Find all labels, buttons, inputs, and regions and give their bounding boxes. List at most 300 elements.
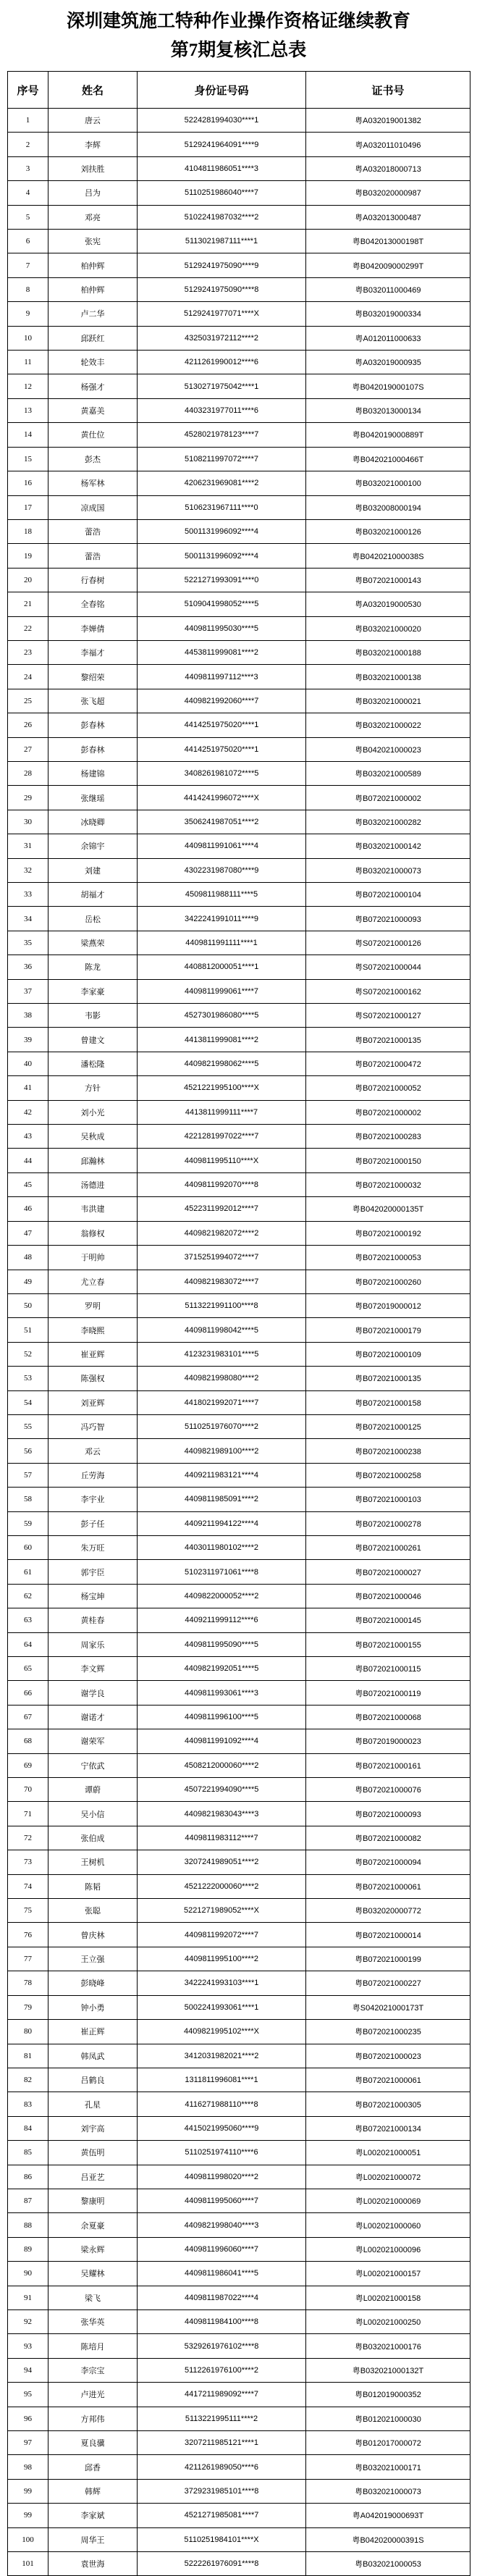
table-row	[8, 1753, 470, 1777]
table-row	[8, 1608, 470, 1632]
name-cell: 于明帅	[48, 1246, 138, 1270]
certificate-number-cell: 粤B072021000068	[306, 1705, 470, 1729]
certificate-number-cell: 粤B072021000238	[306, 1439, 470, 1463]
certificate-number-cell: 粤B072021000082	[306, 1826, 470, 1850]
name-cell: 崔正辉	[48, 2020, 138, 2044]
certificate-number-cell: 粤B072021000115	[306, 1657, 470, 1681]
id-number-cell: 4409821989100****2	[138, 1439, 306, 1463]
table-row	[8, 2213, 470, 2237]
name-cell: 凉成国	[48, 495, 138, 519]
name-cell: 彭杰	[48, 447, 138, 471]
serial-cell: 26	[8, 713, 48, 737]
name-cell: 蕾浩	[48, 544, 138, 568]
name-cell: 彭子任	[48, 1511, 138, 1535]
table-row	[8, 1270, 470, 1293]
name-cell: 王立强	[48, 1947, 138, 1971]
id-number-cell: 4408812000051****1	[138, 955, 306, 979]
table-row	[8, 2141, 470, 2165]
name-cell: 汤德进	[48, 1172, 138, 1196]
id-number-cell: 5001131996092****4	[138, 519, 306, 543]
table-row	[8, 931, 470, 955]
id-number-cell: 4414241996072****X	[138, 786, 306, 810]
serial-cell: 52	[8, 1342, 48, 1366]
table-row	[8, 2237, 470, 2261]
certificate-number-cell: 粤A032019001382	[306, 109, 470, 133]
certificate-number-cell: 粤B072021000027	[306, 1560, 470, 1584]
serial-cell: 48	[8, 1246, 48, 1270]
table-row	[8, 1729, 470, 1753]
serial-cell: 66	[8, 1681, 48, 1705]
name-cell: 彭晓峰	[48, 1971, 138, 1995]
serial-cell: 94	[8, 2358, 48, 2382]
certificate-number-cell: 粤B072021000235	[306, 2020, 470, 2044]
serial-cell: 24	[8, 665, 48, 689]
table-row	[8, 1923, 470, 1947]
serial-cell: 41	[8, 1076, 48, 1100]
id-number-cell: 5108211997072****7	[138, 447, 306, 471]
name-cell: 曾庆林	[48, 1923, 138, 1947]
table-row	[8, 2286, 470, 2309]
serial-cell: 69	[8, 1753, 48, 1777]
certificate-number-cell: 粤B072021000046	[306, 1584, 470, 1608]
table-row	[8, 1681, 470, 1705]
id-number-cell: 4453811999081****2	[138, 640, 306, 664]
table-row	[8, 1802, 470, 1826]
id-number-cell: 5001131996092****4	[138, 544, 306, 568]
table-row	[8, 2068, 470, 2092]
serial-cell: 44	[8, 1149, 48, 1172]
id-number-cell: 5112261976100****2	[138, 2358, 306, 2382]
table-row	[8, 133, 470, 156]
serial-cell: 72	[8, 1826, 48, 1850]
header-row	[8, 72, 470, 109]
id-number-cell: 4409811986041****5	[138, 2262, 306, 2286]
name-cell: 冰晓卿	[48, 810, 138, 834]
name-cell: 李家豪	[48, 979, 138, 1003]
certificate-number-cell: 粤B072021000143	[306, 568, 470, 592]
name-cell: 唐云	[48, 109, 138, 133]
name-cell: 方针	[48, 1076, 138, 1100]
serial-cell: 34	[8, 907, 48, 931]
table-row	[8, 1028, 470, 1052]
name-cell: 吕鹤良	[48, 2068, 138, 2092]
serial-cell: 81	[8, 2044, 48, 2068]
certificate-number-cell: 粤B072021000199	[306, 1947, 470, 1971]
table-row	[8, 858, 470, 882]
table-row	[8, 1826, 470, 1850]
table-row	[8, 2431, 470, 2455]
table-row	[8, 302, 470, 326]
id-number-cell: 4409211999112****6	[138, 1608, 306, 1632]
table-row	[8, 1947, 470, 1971]
table-row	[8, 2044, 470, 2068]
table-row	[8, 1052, 470, 1075]
name-cell: 邓亮	[48, 205, 138, 229]
table-row	[8, 374, 470, 398]
serial-cell: 76	[8, 1923, 48, 1947]
serial-cell: 73	[8, 1850, 48, 1874]
certificate-number-cell: 粤B032021000132T	[306, 2358, 470, 2382]
serial-cell: 53	[8, 1367, 48, 1390]
table-row	[8, 1560, 470, 1584]
id-number-cell: 5113221995111****2	[138, 2407, 306, 2430]
table-row	[8, 1221, 470, 1245]
table-row	[8, 2527, 470, 2551]
id-number-cell: 3422241991011****9	[138, 907, 306, 931]
serial-cell: 35	[8, 931, 48, 955]
certificate-number-cell: 粤B072021000278	[306, 1511, 470, 1535]
table-row	[8, 423, 470, 447]
table-row	[8, 181, 470, 205]
id-number-cell: 5130271975042****1	[138, 374, 306, 398]
table-row	[8, 2309, 470, 2333]
name-cell: 周华王	[48, 2527, 138, 2551]
certificate-number-cell: 粤B072021000093	[306, 907, 470, 931]
id-number-cell: 4521222000060****2	[138, 1874, 306, 1898]
certificate-number-cell: 粤B072021000094	[306, 1850, 470, 1874]
certificate-number-cell: 粤A012011000633	[306, 326, 470, 350]
name-cell: 李宗宝	[48, 2358, 138, 2382]
table-row	[8, 2092, 470, 2116]
table-row	[8, 398, 470, 422]
table-row	[8, 253, 470, 277]
id-number-cell: 5109041998052****5	[138, 592, 306, 616]
name-cell: 刘扶胜	[48, 156, 138, 180]
certificate-number-cell: 粤B032021000188	[306, 640, 470, 664]
serial-cell: 68	[8, 1729, 48, 1753]
certificate-number-cell: 粤B072021000135	[306, 1367, 470, 1390]
id-number-cell: 4409822000052****2	[138, 1584, 306, 1608]
table-row	[8, 2504, 470, 2527]
serial-cell: 92	[8, 2309, 48, 2333]
certificate-number-cell: 粤B032011000469	[306, 277, 470, 301]
table-row	[8, 2165, 470, 2189]
serial-cell: 5	[8, 205, 48, 229]
serial-cell: 101	[8, 2552, 48, 2576]
id-number-cell: 4414251975020****1	[138, 713, 306, 737]
table-row	[8, 277, 470, 301]
certificate-number-cell: 粤B072021000150	[306, 1149, 470, 1172]
serial-cell: 10	[8, 326, 48, 350]
id-number-cell: 5113221991100****8	[138, 1293, 306, 1317]
serial-cell: 37	[8, 979, 48, 1003]
serial-cell: 90	[8, 2262, 48, 2286]
name-cell: 邱香	[48, 2455, 138, 2479]
id-number-cell: 4409211994122****4	[138, 1511, 306, 1535]
name-cell: 韩辉	[48, 2479, 138, 2503]
serial-cell: 36	[8, 955, 48, 979]
serial-cell: 50	[8, 1293, 48, 1317]
name-cell: 翁修权	[48, 1221, 138, 1245]
id-number-cell: 4409821992060****7	[138, 689, 306, 713]
table-row	[8, 1390, 470, 1414]
certificate-number-cell: 粤B072019000012	[306, 1293, 470, 1317]
certificate-number-cell: 粤B072021000258	[306, 1463, 470, 1487]
certificate-number-cell: 粤L002021000250	[306, 2309, 470, 2333]
certificate-number-cell: 粤B072021000002	[306, 1100, 470, 1124]
serial-cell: 77	[8, 1947, 48, 1971]
id-number-cell: 4409811991092****4	[138, 1729, 306, 1753]
certificate-number-cell: 粤B042019000889T	[306, 423, 470, 447]
certificate-number-cell: 粤B042013000198T	[306, 230, 470, 253]
serial-cell: 75	[8, 1899, 48, 1923]
name-cell: 邱跃红	[48, 326, 138, 350]
table-row	[8, 1511, 470, 1535]
table-row	[8, 495, 470, 519]
id-number-cell: 4417211989092****7	[138, 2383, 306, 2407]
serial-cell: 30	[8, 810, 48, 834]
id-number-cell: 5129241975090****9	[138, 253, 306, 277]
certificate-number-cell: 粤B072021000161	[306, 1753, 470, 1777]
name-cell: 谢荣军	[48, 1729, 138, 1753]
table-row	[8, 568, 470, 592]
certificate-number-cell: 粤A032019000530	[306, 592, 470, 616]
certificate-number-cell: 粤A032011010496	[306, 133, 470, 156]
table-row	[8, 109, 470, 133]
name-cell: 尤立春	[48, 1270, 138, 1293]
name-cell: 陈强权	[48, 1367, 138, 1390]
name-cell: 韩凤武	[48, 2044, 138, 2068]
name-cell: 吴秋成	[48, 1125, 138, 1149]
name-cell: 黎康明	[48, 2189, 138, 2212]
certificate-number-cell: 粤B032021000142	[306, 834, 470, 858]
certificate-number-cell: 粤B072021000158	[306, 1390, 470, 1414]
name-cell: 余锦宇	[48, 834, 138, 858]
id-number-cell: 4528021978123****7	[138, 423, 306, 447]
certificate-number-cell: 粤B072021000052	[306, 1076, 470, 1100]
id-number-cell: 4409811992072****7	[138, 1923, 306, 1947]
name-cell: 方邦伟	[48, 2407, 138, 2430]
certificate-number-cell: 粤B072021000283	[306, 1125, 470, 1149]
table-body	[8, 109, 470, 2576]
name-cell: 李晓熙	[48, 1318, 138, 1342]
name-cell: 梁燕荣	[48, 931, 138, 955]
serial-cell: 97	[8, 2431, 48, 2455]
serial-cell: 91	[8, 2286, 48, 2309]
table-row	[8, 156, 470, 180]
certificate-number-cell: 粤B072021000076	[306, 1778, 470, 1802]
table-row	[8, 1439, 470, 1463]
certificate-number-cell: 粤A042019000693T	[306, 2504, 470, 2527]
serial-cell: 83	[8, 2092, 48, 2116]
name-cell: 宁依武	[48, 1753, 138, 1777]
id-number-cell: 4522311992012****7	[138, 1197, 306, 1221]
table-row	[8, 1488, 470, 1511]
id-number-cell: 5221271989052****X	[138, 1899, 306, 1923]
table-row	[8, 351, 470, 374]
certificate-number-cell: 粤B032020000772	[306, 1899, 470, 1923]
serial-cell: 20	[8, 568, 48, 592]
serial-cell: 79	[8, 1995, 48, 2019]
table-row	[8, 2189, 470, 2212]
table-row	[8, 689, 470, 713]
certificate-number-cell: 粤B072021000119	[306, 1681, 470, 1705]
id-number-cell: 4415021995060****9	[138, 2116, 306, 2140]
header-name: 姓名	[48, 72, 138, 109]
name-cell: 吕亚艺	[48, 2165, 138, 2189]
certificate-number-cell: 粤B072021000179	[306, 1318, 470, 1342]
id-number-cell: 3506241987051****2	[138, 810, 306, 834]
id-number-cell: 3422241993103****1	[138, 1971, 306, 1995]
table-row	[8, 1414, 470, 1438]
id-number-cell: 5221271993091****0	[138, 568, 306, 592]
serial-cell: 87	[8, 2189, 48, 2212]
name-cell: 刘小光	[48, 1100, 138, 1124]
id-number-cell: 4409811995030****5	[138, 616, 306, 640]
certificate-number-cell: 粤B032021000589	[306, 761, 470, 785]
certificate-number-cell: 粤B072021000002	[306, 786, 470, 810]
document-title	[0, 7, 477, 65]
id-number-cell: 4413811999081****2	[138, 1028, 306, 1052]
name-cell: 刘宇高	[48, 2116, 138, 2140]
table-row	[8, 2479, 470, 2503]
title-line-2: 第7期复核汇总表	[170, 41, 307, 60]
id-number-cell: 4409811995090****5	[138, 1632, 306, 1656]
certificate-number-cell: 粤B072021000305	[306, 2092, 470, 2116]
name-cell: 吴小信	[48, 1802, 138, 1826]
certificate-number-cell: 粤L002021000051	[306, 2141, 470, 2165]
certificate-number-cell: 粤B032021000073	[306, 858, 470, 882]
certificate-number-cell: 粤B032021000176	[306, 2334, 470, 2358]
serial-cell: 28	[8, 761, 48, 785]
certificate-number-cell: 粤B072021000104	[306, 883, 470, 907]
id-number-cell: 4413811999111****7	[138, 1100, 306, 1124]
table-row	[8, 1004, 470, 1028]
name-cell: 曾建文	[48, 1028, 138, 1052]
certificate-number-cell: 粤B072021000053	[306, 1246, 470, 1270]
id-number-cell: 4409821998062****5	[138, 1052, 306, 1075]
serial-cell: 59	[8, 1511, 48, 1535]
id-number-cell: 3715251994072****7	[138, 1246, 306, 1270]
certificate-number-cell: 粤B032021000073	[306, 2479, 470, 2503]
serial-cell: 39	[8, 1028, 48, 1052]
id-number-cell: 5129241975090****8	[138, 277, 306, 301]
certificate-number-cell: 粤B032021000100	[306, 471, 470, 495]
certificate-number-cell: 粤B072021000093	[306, 1802, 470, 1826]
table-row	[8, 2334, 470, 2358]
serial-cell: 18	[8, 519, 48, 543]
table-row	[8, 834, 470, 858]
certificate-number-cell: 粤B072021000061	[306, 1874, 470, 1898]
serial-cell: 32	[8, 858, 48, 882]
id-number-cell: 5002241993061****1	[138, 1995, 306, 2019]
table-row	[8, 471, 470, 495]
id-number-cell: 4409811987022****4	[138, 2286, 306, 2309]
table-row	[8, 1971, 470, 1995]
table-row	[8, 1778, 470, 1802]
certificate-number-cell: 粤B072021000260	[306, 1270, 470, 1293]
name-cell: 韦影	[48, 1004, 138, 1028]
certificate-number-cell: 粤B072021000103	[306, 1488, 470, 1511]
name-cell: 陈韬	[48, 1874, 138, 1898]
id-number-cell: 4409821983043****3	[138, 1802, 306, 1826]
name-cell: 行春树	[48, 568, 138, 592]
name-cell: 张飞超	[48, 689, 138, 713]
serial-cell: 27	[8, 737, 48, 761]
serial-cell: 23	[8, 640, 48, 664]
table-row	[8, 519, 470, 543]
id-number-cell: 4403231977011****6	[138, 398, 306, 422]
name-cell: 张继瑶	[48, 786, 138, 810]
certificate-number-cell: 粤B042021000466T	[306, 447, 470, 471]
table-row	[8, 205, 470, 229]
certificate-number-cell: 粤B012017000072	[306, 2431, 470, 2455]
serial-cell: 61	[8, 1560, 48, 1584]
table-row	[8, 1197, 470, 1221]
table-row	[8, 1535, 470, 1559]
name-cell: 邓云	[48, 1439, 138, 1463]
certificate-number-cell: 粤B072019000023	[306, 1729, 470, 1753]
name-cell: 张华英	[48, 2309, 138, 2333]
certificate-number-cell: 粤B072021000014	[306, 1923, 470, 1947]
id-number-cell: 4409811995110****X	[138, 1149, 306, 1172]
certificate-number-cell: 粤B032021000126	[306, 519, 470, 543]
table-row	[8, 1246, 470, 1270]
table-row	[8, 1899, 470, 1923]
table-row	[8, 1874, 470, 1898]
serial-cell: 29	[8, 786, 48, 810]
serial-cell: 51	[8, 1318, 48, 1342]
serial-cell: 78	[8, 1971, 48, 1995]
table-row	[8, 616, 470, 640]
table-row	[8, 786, 470, 810]
id-number-cell: 3729231985101****8	[138, 2479, 306, 2503]
name-cell: 夏良骥	[48, 2431, 138, 2455]
name-cell: 陈龙	[48, 955, 138, 979]
table-row	[8, 1318, 470, 1342]
id-number-cell: 4211261989050****6	[138, 2455, 306, 2479]
serial-cell: 65	[8, 1657, 48, 1681]
table-row	[8, 761, 470, 785]
serial-cell: 62	[8, 1584, 48, 1608]
id-number-cell: 3207211985121****1	[138, 2431, 306, 2455]
serial-cell: 47	[8, 1221, 48, 1245]
id-number-cell: 4302231987080****9	[138, 858, 306, 882]
table-row	[8, 810, 470, 834]
certificate-number-cell: 粤B072021000109	[306, 1342, 470, 1366]
serial-cell: 95	[8, 2383, 48, 2407]
name-cell: 孔星	[48, 2092, 138, 2116]
id-number-cell: 4507221994090****5	[138, 1778, 306, 1802]
table-row	[8, 2020, 470, 2044]
id-number-cell: 4409811999061****7	[138, 979, 306, 1003]
serial-cell: 19	[8, 544, 48, 568]
id-number-cell: 4409811983112****7	[138, 1826, 306, 1850]
table-row	[8, 1463, 470, 1487]
id-number-cell: 4221281997022****7	[138, 1125, 306, 1149]
certificate-number-cell: 粤B012019000352	[306, 2383, 470, 2407]
table-row	[8, 592, 470, 616]
id-number-cell: 4116271988110****8	[138, 2092, 306, 2116]
id-number-cell: 5129241964091****9	[138, 133, 306, 156]
id-number-cell: 5110251984101****X	[138, 2527, 306, 2551]
serial-cell: 21	[8, 592, 48, 616]
name-cell: 全春铭	[48, 592, 138, 616]
name-cell: 黎绍荣	[48, 665, 138, 689]
id-number-cell: 4206231969081****2	[138, 471, 306, 495]
name-cell: 黄嘉美	[48, 398, 138, 422]
serial-cell: 6	[8, 230, 48, 253]
serial-cell: 11	[8, 351, 48, 374]
table-row	[8, 979, 470, 1003]
id-number-cell: 4409811995100****2	[138, 1947, 306, 1971]
certificate-number-cell: 粤B012021000030	[306, 2407, 470, 2430]
table-row	[8, 1367, 470, 1390]
id-number-cell: 4123231983101****5	[138, 1342, 306, 1366]
name-cell: 杨宝坤	[48, 1584, 138, 1608]
header-id-number: 身份证号码	[138, 72, 306, 109]
table-row	[8, 1705, 470, 1729]
